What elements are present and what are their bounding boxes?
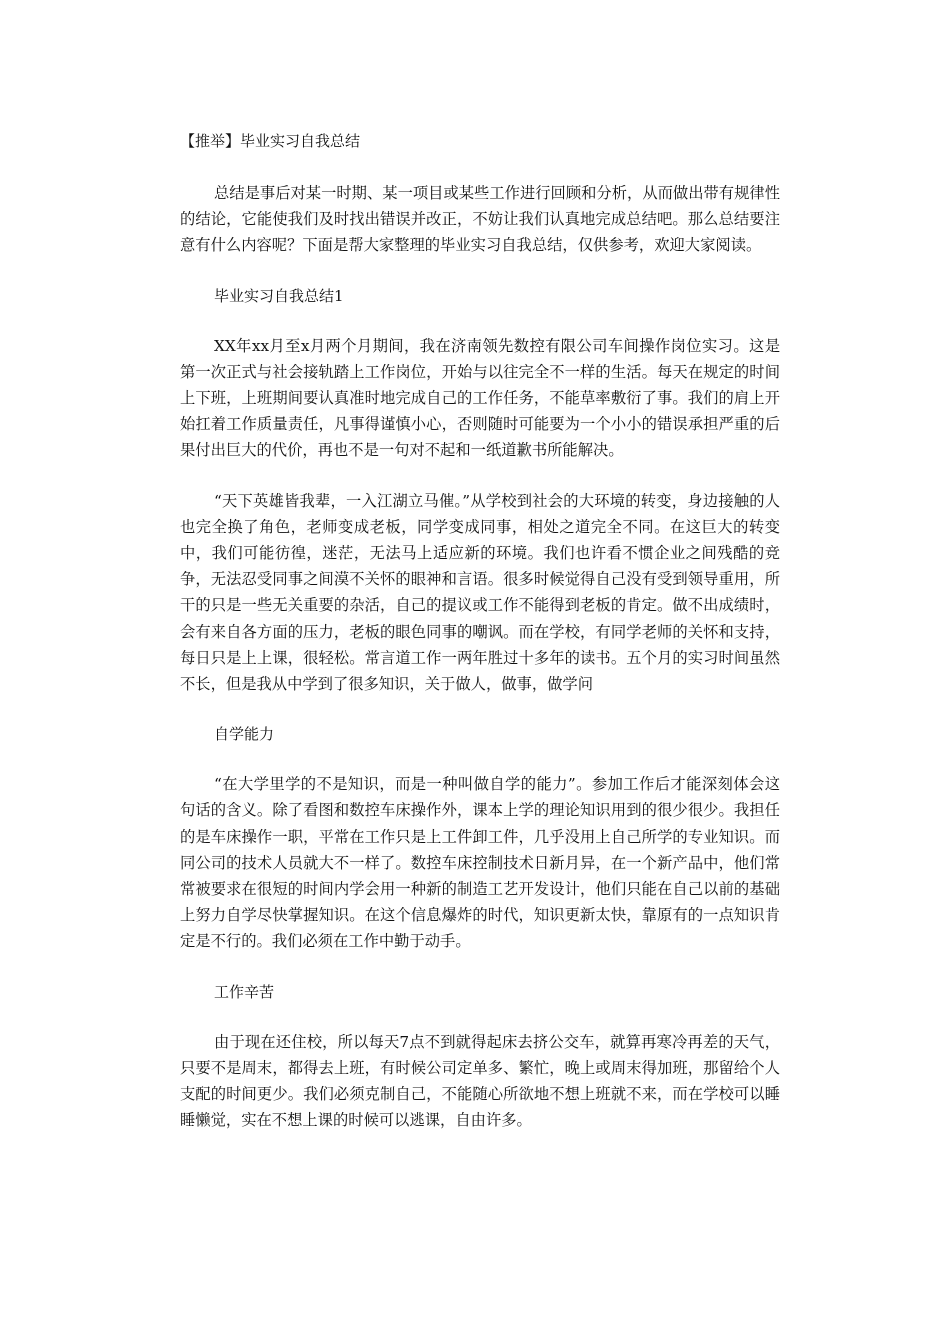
body-paragraph-2: “天下英雄皆我辈，一入江湖立马催。”从学校到社会的大环境的转变，身边接触的人也完全换了角色，老师变成老板，同学变成同事，相处之道完全不同。在这巨大的转变中，我们可能彷徨，迷茫，无法马上适应新的环境。我们也许看不惯企业之间残酷的竞争，无法忍受同事之间漠不关怀的眼神和言语。很多时候觉得自己没有受到领导重用，所干的只是一些无关重要的杂活，自己的提议或工作不能得到老板的肯定。做不出成绩时，会有来自各方面的压力，老板的眼色同事的嘲讽。而在学校，有同学老师的关怀和支持，每日只是上上课，很轻松。常言道工作一两年胜过十多年的读书。五个月的实习时间虽然不长，但是我从中学到了很多知识，关于做人，做事，做学问 [180, 491, 780, 694]
document-page [180, 112, 780, 1133]
intro-paragraph: 总结是事后对某一时期、某一项目或某些工作进行回顾和分析，从而做出带有规律性的结论，它能使我们及时找出错误并改正，不妨让我们认真地完成总结吧。那么总结要注意有什么内容呢？下面是帮大家整理的毕业实习自我总结，仅供参考，欢迎大家阅读。 [180, 184, 780, 255]
document-title: 【推举】毕业实习自我总结 [180, 132, 361, 150]
body-paragraph-1: XX年xx月至x月两个月期间，我在济南领先数控有限公司车间操作岗位实习。这是第一次正式与社会接轨踏上工作岗位，开始与以往完全不一样的生活。每天在规定的时间上下班，上班期间要认真准时地完成自己的工作任务，不能草率敷衍了事。我们的肩上开始扛着工作质量责任，凡事得谨慎小心，否则随时可能要为一个小小的错误承担严重的后果付出巨大的代价，再也不是一句对不起和一纸道歉书所能解决。 [180, 336, 780, 460]
section-heading-summary-1: 毕业实习自我总结1 [214, 286, 344, 305]
section-heading-hard-work: 工作辛苦 [214, 982, 275, 1001]
body-paragraph-3: “在大学里学的不是知识，而是一种叫做自学的能力”。参加工作后才能深刻体会这句话的含义。除了看图和数控车床操作外，课本上学的理论知识用到的很少很少。我担任的是车床操作一职，平常在工作只是上工件卸工件，几乎没用上自己所学的专业知识。而同公司的技术人员就大不一样了。数控车床控制技术日新月异，在一个新产品中，他们常常被要求在很短的时间内学会用一种新的制造工艺开发设计，他们只能在自己以前的基础上努力自学尽快掌握知识。在这个信息爆炸的时代，知识更新太快，靠原有的一点知识肯定是不行的。我们必须在工作中勤于动手。 [180, 775, 780, 951]
section-heading-self-study: 自学能力 [214, 725, 275, 744]
body-paragraph-4: 由于现在还住校，所以每天7点不到就得起床去挤公交车，就算再寒冷再差的天气，只要不是周末，都得去上班，有时候公司定单多、繁忙，晚上或周末得加班，那留给个人支配的时间更少。我们必须克制自己，不能随心所欲地不想上班就不来，而在学校可以睡睡懒觉，实在不想上课的时候可以逃课，自由许多。 [180, 1032, 780, 1130]
